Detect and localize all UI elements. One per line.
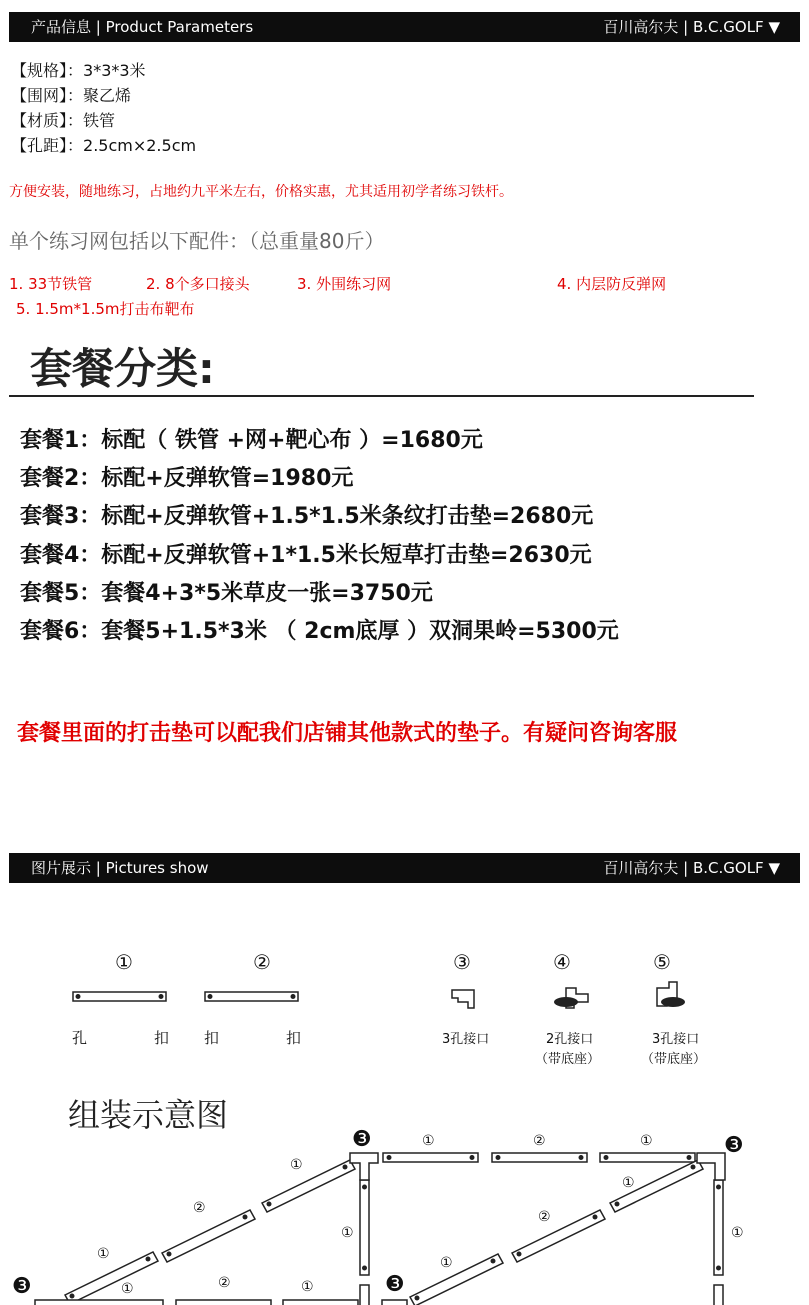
component-number: ③ — [453, 950, 471, 974]
spec-row: 【孔距】：2.5cm×2.5cm — [11, 136, 197, 155]
assembly-pipe-label: ② — [218, 1275, 231, 1291]
pipe-1-shape — [73, 992, 166, 1001]
assembly-pipe-label: ① — [422, 1133, 435, 1149]
component-caption: 3孔接口 — [442, 1032, 490, 1047]
spec-row: 【材质】：铁管 — [11, 111, 116, 130]
spec-list — [11, 58, 196, 158]
component-shapes — [0, 980, 809, 1020]
joint-3-shape — [452, 990, 474, 1008]
base-5-shape — [661, 997, 685, 1007]
spec-row: 【围网】：聚乙烯 — [11, 86, 132, 105]
part-item: 3. 外围练习网 — [297, 275, 392, 293]
package-item: 套餐4：标配+反弹软管+1*1.5米长短草打击垫=2630元 — [20, 542, 592, 568]
brand-menu[interactable]: 百川高尔夫 | B.C.GOLF ▼ — [603, 859, 780, 877]
assembly-joint-label: ❸ — [352, 1127, 372, 1152]
assembly-joint-label: ❸ — [724, 1133, 744, 1158]
package-item: 套餐5：套餐4+3*5米草皮一张=3750元 — [20, 580, 433, 606]
spec-row: 【规格】：3*3*3米 — [11, 61, 146, 80]
packages-title: 套餐分类: — [30, 344, 215, 393]
section-header-pictures — [9, 853, 800, 883]
accessories-intro: 单个练习网包括以下配件：（总重量80斤） — [9, 229, 385, 253]
section-header-product — [9, 12, 800, 42]
package-item: 套餐2：标配+反弹软管=1980元 — [20, 466, 354, 492]
part-item: 2. 8个多口接头 — [146, 275, 250, 293]
package-item: 套餐6：套餐5+1.5*3米 （ 2cm底厚 ）双洞果岭=5300元 — [20, 618, 619, 644]
package-item: 套餐1：标配（ 铁管 +网+靶心布 ）=1680元 — [20, 428, 483, 453]
assembly-pipe-label: ① — [440, 1255, 453, 1271]
assembly-pipe-label: ① — [640, 1133, 653, 1149]
component-caption: （带底座） — [641, 1052, 707, 1067]
assembly-pipe-label: ① — [341, 1225, 354, 1241]
part-item: 5. 1.5m*1.5m打击布靶布 — [16, 300, 195, 318]
base-4-shape — [554, 997, 578, 1007]
assembly-pipe-label: ② — [533, 1133, 546, 1149]
assembly-title: 组装示意图 — [68, 1096, 229, 1134]
assembly-pipe-label: ① — [97, 1246, 110, 1262]
section-title: 图片展示 | Pictures show — [31, 859, 209, 877]
component-caption: 扣 — [286, 1029, 302, 1047]
component-caption: 扣 — [154, 1029, 170, 1047]
package-item: 套餐3：标配+反弹软管+1.5*1.5米条纹打击垫=2680元 — [20, 504, 594, 530]
assembly-joint-label: ❸ — [12, 1274, 32, 1299]
section-title: 产品信息 | Product Parameters — [31, 18, 254, 36]
part-item: 4. 内层防反弹网 — [557, 275, 667, 293]
assembly-joint-label: ❸ — [385, 1272, 405, 1297]
assembly-pipe-label: ① — [622, 1175, 635, 1191]
part-item: 1. 33节铁管 — [9, 275, 93, 293]
component-caption: 2孔接口 — [546, 1032, 594, 1047]
package-list — [20, 422, 619, 651]
component-caption: （带底座） — [535, 1052, 601, 1067]
service-note: 套餐里面的打击垫可以配我们店铺其他款式的垫子。有疑问咨询客服 — [17, 721, 678, 746]
component-caption: 3孔接口 — [652, 1032, 700, 1047]
assembly-pipe-label: ① — [290, 1157, 303, 1173]
component-number: ② — [253, 950, 271, 974]
assembly-pipe-label: ① — [301, 1279, 314, 1295]
component-caption: 孔 — [72, 1029, 88, 1047]
feature-note: 方便安装，随地练习，占地约九平米左右，价格实惠，尤其适用初学者练习铁杆。 — [9, 184, 513, 200]
component-number: ① — [115, 950, 133, 974]
pipe-2-shape — [205, 992, 298, 1001]
assembly-pipe-label: ① — [121, 1281, 134, 1297]
assembly-pipe-label: ② — [538, 1209, 551, 1225]
component-number: ④ — [553, 950, 571, 974]
component-number: ⑤ — [653, 950, 671, 974]
divider — [9, 395, 754, 397]
component-caption: 扣 — [204, 1029, 220, 1047]
brand-menu[interactable]: 百川高尔夫 | B.C.GOLF ▼ — [603, 18, 780, 36]
assembly-pipe-label: ① — [731, 1225, 744, 1241]
assembly-pipe-label: ② — [193, 1200, 206, 1216]
